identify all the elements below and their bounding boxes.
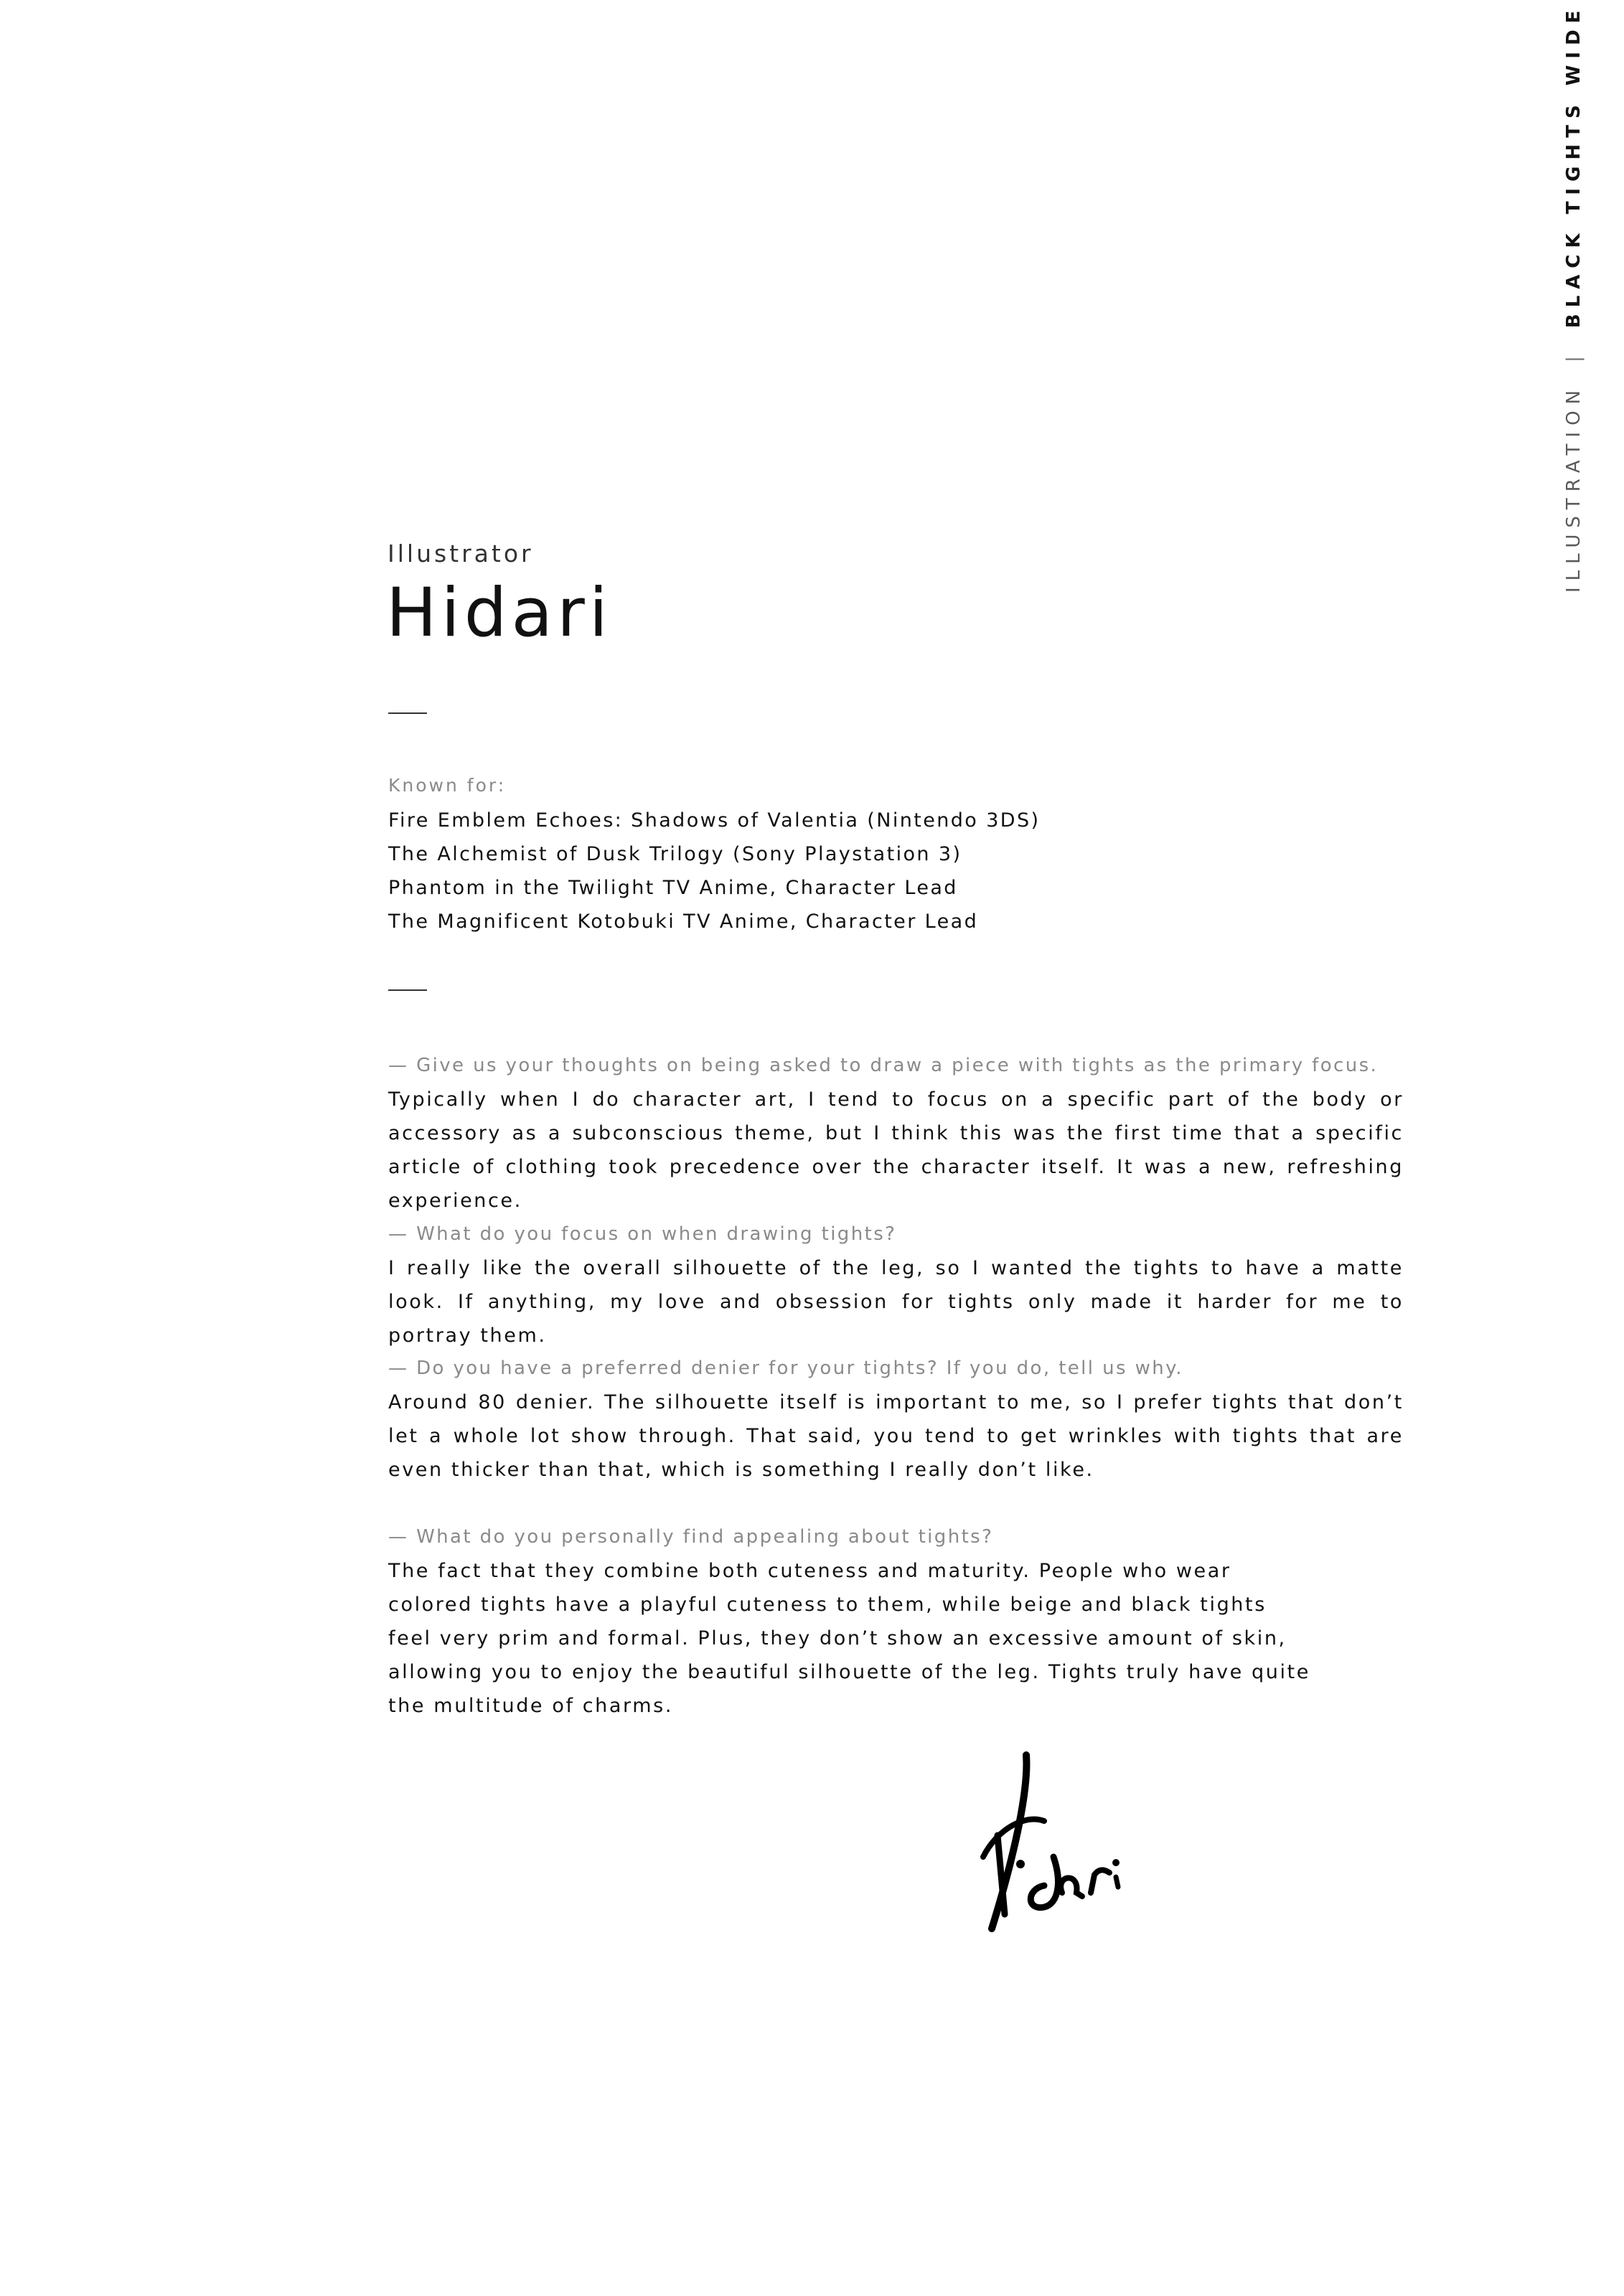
interview-question: — What do you personally find appealing about tights?	[388, 1526, 994, 1548]
interview-block	[388, 1049, 1404, 1218]
interview-block	[388, 1520, 1404, 1723]
interview-answer: I really like the overall silhouette of the leg, so I wanted the tights to have a matte look. If anything, my love and obsession for tights only made it harder for me to portray them.	[388, 1257, 1404, 1347]
artist-role: Illustrator	[388, 540, 534, 568]
interview-block	[388, 1352, 1404, 1487]
section-name: ILLUSTRATION	[1563, 383, 1585, 593]
divider-rule	[388, 712, 427, 714]
interview-question: — What do you focus on when drawing tights?	[388, 1223, 897, 1245]
interview-block	[388, 1218, 1404, 1352]
known-for-label: Known for:	[388, 775, 507, 796]
known-for-list	[388, 804, 1040, 938]
series-title: BLACK TIGHTS WIDE	[1563, 4, 1585, 329]
known-for-item: Phantom in the Twilight TV Anime, Character Lead	[388, 877, 958, 899]
interview-question: — Give us your thoughts on being asked to draw a piece with tights as the primary focus.	[388, 1055, 1379, 1076]
known-for-item: The Alchemist of Dusk Trilogy (Sony Playstation 3)	[388, 843, 962, 865]
interview-answer: The fact that they combine both cuteness and maturity. People who wear colored tights have a playful cuteness to them, while beige and black tights feel very prim and formal. Plus, they don’t show an excessive amount of skin, allowing you to enjoy the beautiful silhouette of the leg. Tights truly have quite the multitude of charms.	[388, 1560, 1310, 1717]
artist-name: Hidari	[386, 574, 612, 652]
interview-answer: Around 80 denier. The silhouette itself is important to me, so I prefer tights that don’t let a whole lot show through. That said, you tend to get wrinkles with tights that are even thicker than that, which is something I really don’t like.	[388, 1391, 1404, 1481]
interview-answer: Typically when I do character art, I tend to focus on a specific part of the body or accessory as a subconscious theme, but I think this was the first time that a specific article of clothing took precedence over the character itself. It was a new, refreshing experience.	[388, 1088, 1404, 1212]
side-section-label	[1563, 4, 1585, 593]
known-for-item: Fire Emblem Echoes: Shadows of Valentia (Nintendo 3DS)	[388, 809, 1041, 832]
divider-rule	[388, 989, 427, 991]
section-separator: |	[1563, 349, 1585, 362]
known-for-item: The Magnificent Kotobuki TV Anime, Character Lead	[388, 911, 979, 933]
interview-question: — Do you have a preferred denier for your tights? If you do, tell us why.	[388, 1358, 1183, 1379]
artist-signature	[976, 1749, 1127, 1936]
